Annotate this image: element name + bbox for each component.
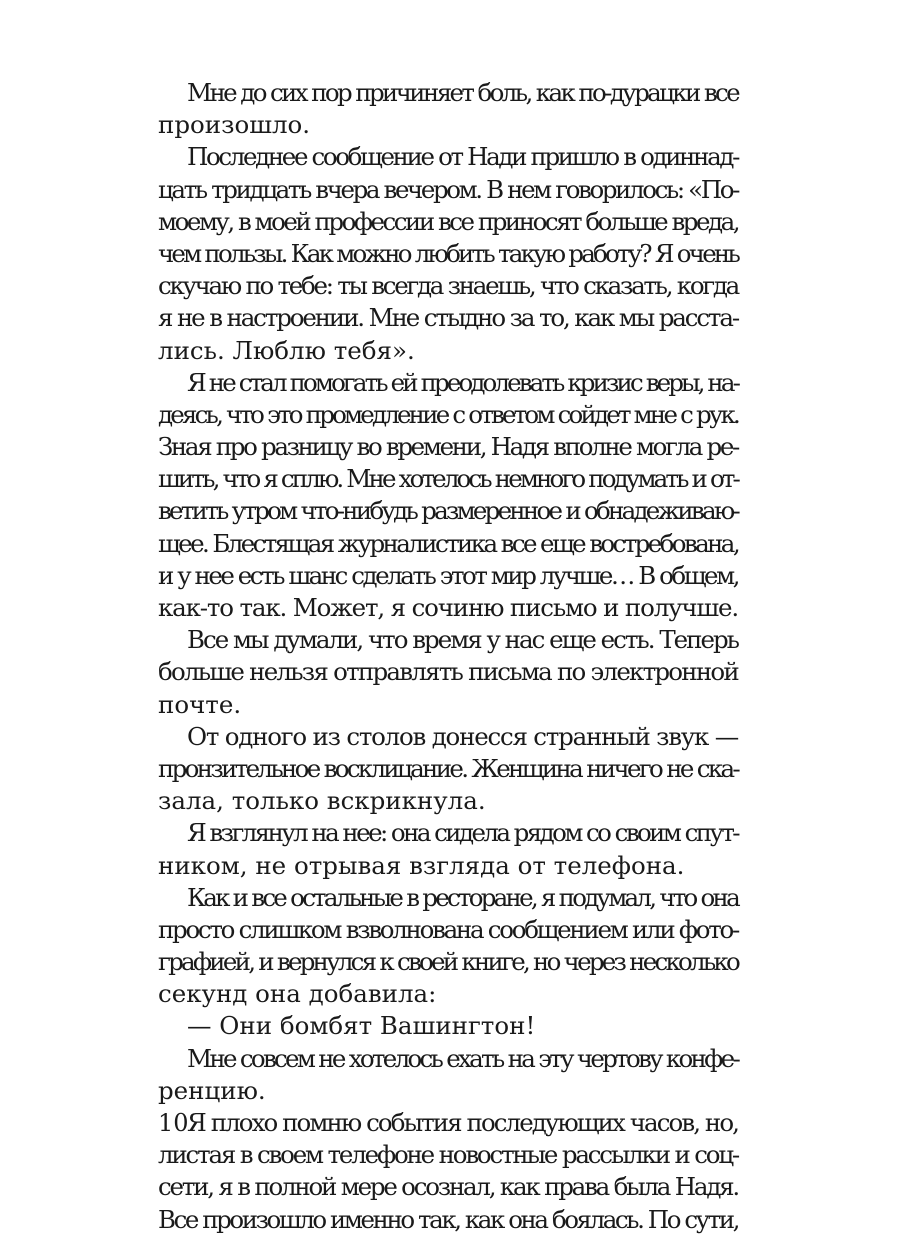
- text-line: сети, я в полной мере осознал, как права была Надя.: [158, 1172, 739, 1202]
- text-line: ветить утром что-нибудь размеренное и обнадеживаю-: [158, 496, 738, 526]
- text-line: почте.: [158, 689, 242, 719]
- text-line: Я взглянул на нее: она сидела рядом со своим спут-: [187, 818, 739, 848]
- text-line: графией, и вернулся к своей книге, но через несколько: [158, 947, 738, 977]
- text-line: деясь, что это промедление с ответом сойдет мне с рук.: [158, 399, 738, 429]
- text-line: ренцию.: [158, 1075, 266, 1105]
- text-line: ником, не отрывая взгляда от телефона.: [158, 850, 685, 880]
- text-line: — Они бомбят Вашингтон!: [187, 1011, 536, 1041]
- text-line: Последнее сообщение от Нади пришло в одиннад-: [187, 142, 739, 172]
- text-line: Мне совсем не хотелось ехать на эту чертову конфе-: [187, 1043, 739, 1073]
- text-line: Мне до сих пор причиняет боль, как по-дурацки все: [187, 78, 738, 107]
- text-line: как-то так. Может, я сочиню письмо и получше.: [158, 593, 738, 622]
- text-line: Зная про разницу во времени, Надя вполне могла ре-: [158, 432, 738, 462]
- text-line: шить, что я сплю. Мне хотелось немного подумать и от-: [158, 464, 738, 494]
- text-line: Все произошло именно так, как она боялась. По сути,: [158, 1204, 739, 1234]
- text-line: щее. Блестящая журналистика все еще востребована,: [158, 528, 738, 558]
- text-line: пронзительное восклицание. Женщина ничего не ска-: [158, 753, 738, 783]
- text-line: чем пользы. Как можно любить такую работу? Я очень: [158, 238, 739, 268]
- text-line: цать тридцать вчера вечером. В нем говорилось: «По-: [158, 174, 738, 204]
- page-number: 10: [158, 1109, 189, 1137]
- text-line: Я не стал помогать ей преодолевать кризис веры, на-: [187, 367, 738, 397]
- text-line: секунд она добавила:: [158, 979, 437, 1009]
- text-line: зала, только вскрикнула.: [158, 786, 486, 816]
- text-line: произошло.: [158, 110, 311, 140]
- text-line: я не в настроении. Мне стыдно за то, как мы расста-: [158, 303, 738, 333]
- text-line: лись. Люблю тебя».: [158, 335, 415, 365]
- text-line: От одного из столов донесся странный звук —: [187, 721, 738, 751]
- text-line: Я плохо помню события последующих часов, но,: [187, 1108, 739, 1137]
- text-line: листая в своем телефоне новостные рассылки и соц-: [158, 1140, 739, 1170]
- body-text: [158, 77, 738, 1236]
- text-line: просто слишком взволнована сообщением или фото-: [158, 914, 738, 944]
- text-line: скучаю по тебе: ты всегда знаешь, что сказать, когда: [158, 271, 739, 301]
- text-line: больше нельзя отправлять письма по электронной: [158, 657, 738, 687]
- text-line: моему, в моей профессии все приносят больше вреда,: [158, 206, 739, 236]
- text-line: и у нее есть шанс сделать этот мир лучше… В общем,: [158, 560, 738, 590]
- text-line: Все мы думали, что время у нас еще есть. Теперь: [187, 625, 739, 655]
- text-line: Как и все остальные в ресторане, я подумал, что она: [187, 882, 738, 912]
